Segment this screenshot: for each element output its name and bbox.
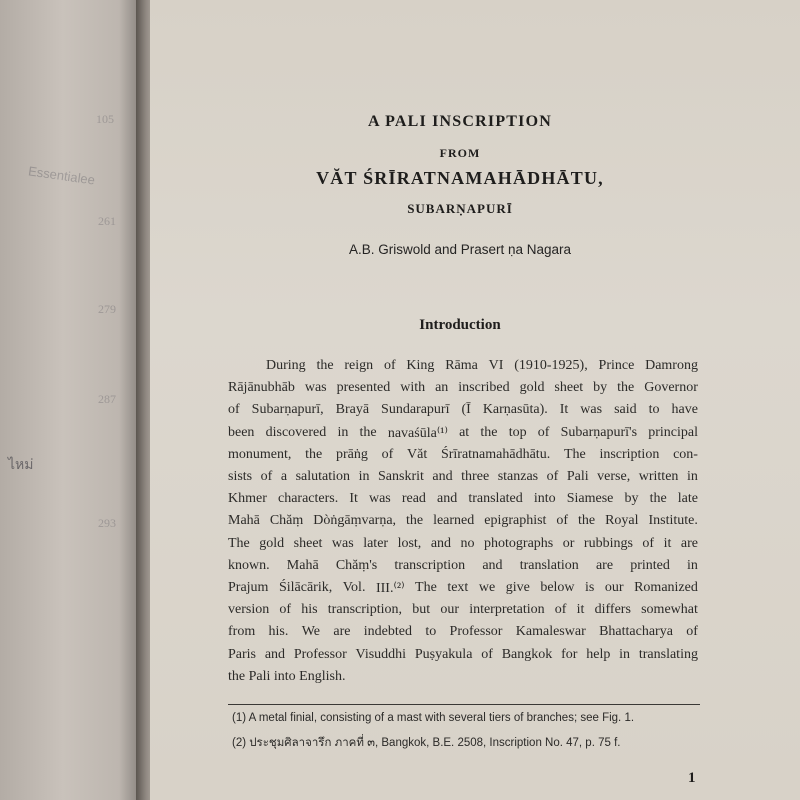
- word: but: [412, 602, 431, 618]
- word: transcription,: [327, 602, 403, 618]
- word: prāṅg: [335, 446, 368, 462]
- word: translated: [468, 491, 523, 507]
- word: Prajum: [228, 580, 269, 595]
- word: Bhattacharya: [599, 624, 673, 640]
- word: Brayā: [335, 402, 370, 418]
- word: his.: [268, 624, 289, 640]
- left-page: [0, 0, 140, 800]
- word: text: [447, 580, 469, 595]
- word: in: [686, 469, 698, 484]
- word: it: [663, 535, 672, 551]
- word: inscription: [599, 446, 660, 462]
- word: Vol.: [342, 580, 366, 595]
- ghost-number: 279: [98, 302, 116, 316]
- body-line: [228, 402, 698, 424]
- word: somewhat: [641, 602, 698, 618]
- word: indebted: [363, 624, 412, 640]
- body-line: [228, 536, 698, 558]
- word: was: [368, 491, 391, 507]
- word: to: [425, 624, 437, 640]
- word: discovered: [265, 424, 327, 440]
- word: later: [363, 535, 389, 551]
- word: of: [381, 446, 394, 462]
- word: known.: [228, 557, 270, 573]
- word: Damrong: [645, 358, 698, 373]
- word: III.⁽²⁾: [375, 581, 405, 596]
- word: learned: [433, 513, 475, 529]
- word: Siamese: [566, 491, 614, 507]
- word: of: [546, 469, 559, 484]
- word: at: [459, 424, 470, 440]
- word: written: [638, 469, 679, 484]
- body-line: [228, 624, 698, 646]
- footnote-2: (2) ประชุมศิลาจารึก ภาคที่ ๓, Bangkok, B.E. 2508, Inscription No. 47, p. 75 f.: [232, 737, 621, 749]
- word: sheet: [293, 535, 323, 551]
- word: read: [401, 491, 426, 507]
- word: of: [279, 602, 292, 618]
- word: Sanskrit: [378, 469, 424, 484]
- word: and: [437, 491, 458, 507]
- word: have: [671, 402, 698, 418]
- word: of: [260, 469, 273, 484]
- word: the: [305, 446, 323, 462]
- word: We: [301, 624, 321, 640]
- word: Bangkok: [501, 646, 553, 662]
- word: The: [415, 580, 437, 595]
- word: Văt: [407, 446, 428, 462]
- word: it: [576, 602, 585, 618]
- word: our: [440, 602, 459, 618]
- word: translation: [519, 557, 579, 573]
- word: by: [624, 491, 639, 507]
- word: sists: [228, 469, 253, 484]
- word: to: [648, 402, 660, 418]
- word: (Ī: [461, 402, 471, 418]
- word: we: [478, 580, 496, 595]
- ghost-word: Essentialee: [27, 163, 96, 188]
- word: the: [359, 424, 377, 440]
- word: no: [460, 535, 475, 551]
- body-line: [228, 380, 698, 402]
- word: sheet: [554, 380, 584, 396]
- ghost-thai: ไหม่: [8, 457, 34, 473]
- word: help: [586, 646, 611, 662]
- word: Romanized: [634, 580, 698, 595]
- word: Visuddhi: [355, 646, 407, 662]
- word: King: [406, 358, 435, 373]
- word: are: [333, 624, 351, 640]
- body-line: [228, 602, 698, 624]
- body-line: [228, 580, 698, 602]
- word: in: [687, 557, 698, 573]
- word: for: [561, 646, 578, 662]
- title-line-3: VĂT ŚRĪRATNAMAHĀDHĀTU,: [316, 168, 604, 188]
- body-line: [228, 447, 698, 469]
- word: photographs: [484, 535, 554, 551]
- word: The: [563, 446, 586, 462]
- word: reign: [344, 358, 374, 373]
- word: are: [680, 535, 698, 551]
- word: Institute.: [648, 513, 698, 529]
- word: of: [228, 402, 240, 418]
- word: Mahā: [286, 557, 319, 573]
- word: the: [316, 358, 334, 373]
- word: Professor: [293, 646, 347, 662]
- word: (1910-1925),: [514, 358, 588, 373]
- body-line: [228, 469, 698, 491]
- word: of: [642, 535, 655, 551]
- word: of: [556, 513, 569, 529]
- word: Kamaleswar: [515, 624, 586, 640]
- page-number: 1: [688, 770, 696, 786]
- word: our: [604, 580, 624, 595]
- word: been: [228, 424, 255, 440]
- word: characters.: [277, 491, 339, 507]
- word: Subarṇapurī's: [560, 424, 638, 440]
- word: with: [400, 380, 426, 396]
- word: salutation: [295, 469, 351, 484]
- word: top: [508, 424, 527, 440]
- word: his: [301, 602, 318, 618]
- word: Dòṅgāṃvarṇa,: [313, 513, 397, 529]
- word: Rājānubhāb: [228, 380, 295, 396]
- word: Mahā: [228, 513, 260, 529]
- word: The: [228, 535, 250, 551]
- word: of: [383, 358, 396, 373]
- word: of: [537, 424, 550, 440]
- body-line: [228, 558, 698, 580]
- word: below: [540, 580, 575, 595]
- word: and: [264, 646, 286, 662]
- word: Paris: [228, 646, 256, 662]
- word: lost,: [397, 535, 422, 551]
- word: Chăṃ's: [335, 557, 378, 573]
- word: VI: [488, 358, 504, 373]
- word: Royal: [605, 513, 639, 529]
- ghost-number: 105: [96, 112, 114, 126]
- word: in: [619, 646, 631, 662]
- word: Sundarapurī: [381, 402, 450, 418]
- word: and: [430, 535, 452, 551]
- word: monument,: [228, 446, 292, 462]
- ghost-number: 287: [98, 392, 116, 406]
- authors: A.B. Griswold and Prasert ṇa Nagara: [348, 242, 572, 257]
- ghost-number: 293: [98, 516, 116, 530]
- word: the: [649, 491, 667, 507]
- word: an: [435, 380, 449, 396]
- word: of: [554, 602, 567, 618]
- word: said: [614, 402, 637, 418]
- ghost-number: 261: [98, 214, 116, 228]
- word: late: [677, 491, 698, 507]
- word: and: [482, 557, 503, 573]
- word: printed: [630, 557, 670, 573]
- word: interpretation: [469, 602, 545, 618]
- word: Governor: [644, 380, 698, 396]
- word: Śrīratnamahādhātu.: [440, 446, 551, 462]
- word: or: [562, 535, 575, 551]
- title-line-4: SUBARṆAPURĪ: [407, 201, 513, 216]
- word: Rāma: [445, 358, 478, 373]
- word: Pali: [566, 469, 589, 484]
- word: principal: [648, 424, 698, 440]
- word: Prince: [598, 358, 635, 373]
- word: Chăṃ: [269, 513, 304, 529]
- word: in: [337, 424, 349, 440]
- word: verse,: [597, 469, 631, 484]
- word: epigraphist: [484, 513, 547, 529]
- word: differs: [594, 602, 631, 618]
- word: translating: [638, 646, 698, 662]
- word: a: [280, 469, 288, 484]
- word: Śilācārik,: [278, 580, 333, 595]
- body-line: [266, 358, 698, 380]
- word: was: [331, 535, 354, 551]
- word: three: [461, 469, 490, 484]
- word: the: [480, 424, 498, 440]
- word: transcription: [394, 557, 466, 573]
- word: into: [533, 491, 556, 507]
- word: gold: [519, 380, 545, 396]
- body-line: [228, 425, 698, 447]
- title-line-1: A PALI INSCRIPTION: [368, 113, 552, 130]
- body-line: [228, 647, 698, 669]
- footnote-1: (1) A metal finial, consisting of a mast with several tiers of branches; see Fig. 1.: [232, 712, 635, 724]
- word: During: [266, 358, 306, 373]
- word: gold: [259, 535, 285, 551]
- word: in: [358, 469, 370, 484]
- word: was: [580, 402, 603, 418]
- word: Puṣyakula: [414, 646, 473, 662]
- word: con-: [673, 446, 698, 462]
- body-line: [228, 491, 698, 513]
- word: Professor: [449, 624, 503, 640]
- word: from: [228, 624, 256, 640]
- word: Khmer: [228, 491, 267, 507]
- word: and: [432, 469, 453, 484]
- word: was: [304, 380, 327, 396]
- word: It: [349, 491, 358, 507]
- word: Karṇasūta).: [482, 402, 548, 418]
- word: are: [595, 557, 614, 573]
- word: the: [406, 513, 424, 529]
- body-line: [228, 513, 698, 535]
- word: give: [505, 580, 530, 595]
- word: of: [686, 624, 698, 640]
- word: rubbings: [583, 535, 633, 551]
- title-line-2: FROM: [439, 146, 481, 160]
- word: of: [481, 646, 493, 662]
- word: navaśūla⁽¹⁾: [387, 425, 448, 441]
- word: the: [578, 513, 596, 529]
- word: by: [593, 380, 608, 396]
- word: Subarṇapurī,: [251, 402, 324, 418]
- word: It: [559, 402, 569, 418]
- word: the: [617, 380, 635, 396]
- word: is: [585, 580, 595, 595]
- word: version: [228, 602, 270, 618]
- word: presented: [336, 380, 391, 396]
- footnote-rule: [228, 704, 700, 705]
- body-line: the Pali into English.: [228, 668, 346, 684]
- section-heading: Introduction: [419, 317, 501, 333]
- word: stanzas: [497, 469, 539, 484]
- word: inscribed: [458, 380, 510, 396]
